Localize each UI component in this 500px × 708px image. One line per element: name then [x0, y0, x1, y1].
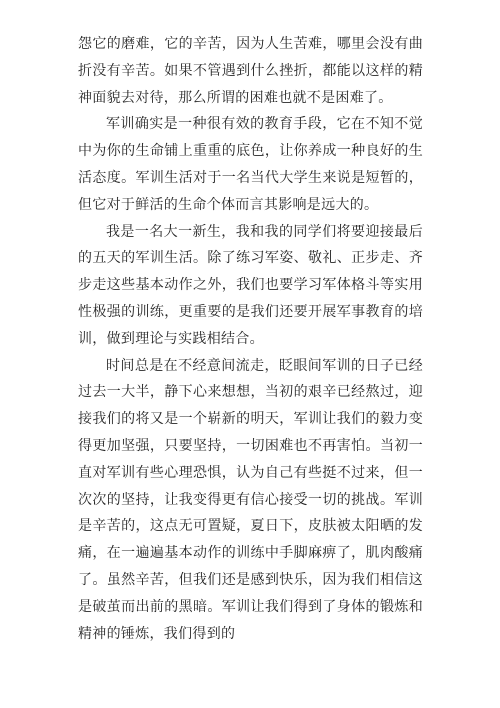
- document-page: [78, 31, 423, 647]
- paragraph-military-training-education: 军训确实是一种很有效的教育手段，它在不知不觉中为你的生命铺上重重的底色，让你养成一种良好的生活态度。军训生活对于一名当代大学生来说是短暂的，但它对于鲜活的生命个体而言其影响是远大的。: [78, 116, 423, 213]
- paragraph-freshman-training: 我是一名大一新生，我和我的同学们将要迎接最后的五天的军训生活。除了练习军姿、敬礼、正步走、齐步走这些基本动作之外，我们也要学习军体格斗等实用性极强的训练，更重要的是我们还要开展军事教育的培训，做到理论与实践相结合。: [78, 223, 423, 347]
- paragraph-time-passes: 时间总是在不经意间流走，眨眼间军训的日子已经过去一大半，静下心来想想，当初的艰辛已经熬过，迎接我们的将又是一个崭新的明天，军训让我们的毅力变得更加坚强，只要坚持，一切困难也不再害怕。当初一直对军训有些心理恐惧，认为自己有些挺不过来，但一次次的坚持，让我变得更有信心接受一切的挑战。军训是辛苦的，这点无可置疑，夏日下，皮肤被太阳晒的发痛，在一遍遍基本动作的训练中手脚麻痹了，肌肉酸痛了。虽然辛苦，但我们还是感到快乐，因为我们相信这是破茧而出前的黑暗。军训让我们得到了身体的锻炼和精神的锤炼，我们得到的: [78, 357, 423, 642]
- paragraph-continuation: 怨它的磨难，它的辛苦，因为人生苦难，哪里会没有曲折没有辛苦。如果不管遇到什么挫折，都能以这样的精神面貌去对待，那么所谓的困难也就不是困难了。: [78, 36, 423, 106]
